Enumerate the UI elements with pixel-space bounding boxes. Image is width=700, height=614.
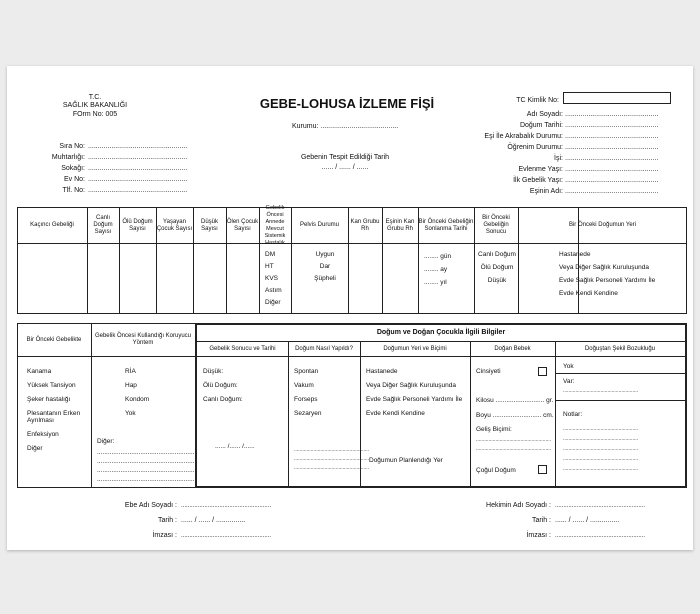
gebelikte-kanama[interactable]: Kanama (27, 368, 52, 375)
kurumu-field[interactable]: Kurumu: ........................................ (292, 123, 399, 130)
sonuc2-tarih[interactable]: ...... /...... /...... (215, 443, 255, 450)
tel-label: Tlf. No: (62, 187, 85, 194)
evlenme-field[interactable]: ................................................ (565, 166, 659, 173)
is-label: İşi: (554, 155, 563, 162)
dotted-line: ...................................................... (294, 456, 370, 462)
sistemik-dm[interactable]: DM (265, 251, 276, 258)
hdr-yasayan: Yaşayan Çocuk Sayısı (156, 218, 193, 232)
sistemik-diger[interactable]: Diğer (265, 299, 281, 306)
hdr-gebelik-sonucu: Gebelik Sonucu ve Tarihi (209, 345, 276, 352)
tckimlik-label: TC Kimlik No: (516, 97, 559, 104)
dotted-line: ...................................................... (476, 446, 552, 452)
tespit-date[interactable]: ...... / ...... / ...... (321, 164, 369, 171)
hdr-bozukluk: Doğuştan Şekil Bozukluğu (584, 345, 656, 352)
hdr-sonuc: Bir Önceki Gebeliğin Sonucu (482, 215, 510, 235)
hekim-imza-field[interactable]: ...................................................... (555, 533, 646, 539)
yontem-list (125, 368, 149, 422)
akrabalik-field[interactable]: ................................................ (565, 133, 659, 140)
bebek-boy[interactable]: Boyu ........................... cm. (476, 412, 554, 419)
adsoyad-label: Adı Soyadı: (526, 111, 563, 118)
esadi-field[interactable]: ................................................ (565, 188, 659, 195)
hdr-dogum-bilgileri: Doğum ve Doğan Çocukla İlgili Bilgiler (376, 329, 506, 336)
col-line (288, 341, 289, 488)
hekim-label: Hekimin Adı Soyadı : (486, 502, 551, 509)
gelis-lines[interactable] (476, 436, 551, 454)
evno-field[interactable]: ................................................... (88, 176, 188, 183)
bozukluk-notlar[interactable]: Notlar: (563, 411, 583, 418)
hdr-olu: Ölü Doğum Sayısı (122, 218, 153, 232)
sonlanma-ay[interactable]: ........ ay (424, 266, 448, 273)
sistemik-list (265, 251, 282, 311)
ministry-label: SAĞLIK BAKANLIĞI (62, 102, 128, 109)
row-line (195, 356, 687, 357)
gebelikte-list (27, 368, 89, 457)
nasil-lines[interactable] (294, 446, 369, 473)
hdr-kangrubu: Kan Grubu Rh (350, 218, 380, 232)
hekim-tarih-field[interactable]: ...... / ...... / ............... (555, 517, 620, 524)
sonlanma-gun[interactable]: ........ gün (424, 253, 452, 260)
form-number: FOrm No: 005 (72, 111, 118, 118)
yer2-list (366, 368, 462, 422)
page-title: GEBE-LOHUSA İZLEME FİŞİ (259, 96, 435, 111)
sira-field[interactable]: ................................................... (88, 143, 188, 150)
notlar-lines[interactable] (563, 424, 638, 474)
planlandigi-yer[interactable]: Doğumun Planlendığı Yer (369, 457, 443, 464)
yontem-kondom[interactable]: Kondom (125, 396, 150, 403)
form-sheet (7, 66, 693, 550)
pelvis-supheli[interactable]: Şüpheli (314, 275, 336, 282)
dotted-line: ...................................................... (563, 426, 639, 432)
dotted-line: ...................................................... (97, 476, 195, 483)
sonuc2-olu[interactable]: Ölü Doğum: (203, 382, 238, 389)
yer2-evde-kendi[interactable]: Evde Kendi Kendine (366, 410, 425, 417)
dotted-line: ...................................................... (563, 456, 639, 462)
ebe-imza-field[interactable]: ...................................................... (181, 533, 272, 539)
hekim-field[interactable]: ...................................................... (555, 503, 646, 509)
nasil-sezaryen[interactable]: Sezaryen (294, 410, 322, 417)
ebe-field[interactable]: ...................................................... (181, 503, 272, 509)
ogrenim-label: Öğrenim Durumu: (507, 144, 563, 151)
dogumtarihi-field[interactable]: ................................................ (565, 122, 659, 129)
yontem-yok[interactable]: Yok (125, 410, 136, 417)
yer2-evde-personel[interactable]: Evde Sağlık Personeli Yardımı İle (366, 396, 463, 403)
gebelikte-tansiyon[interactable]: Yüksek Tansiyon (27, 382, 76, 389)
hdr-yeri: Bir Önceki Doğumun Yeri (568, 222, 637, 228)
sira-label: Sıra No: (59, 143, 85, 150)
sistemik-astim[interactable]: Astım (265, 287, 282, 294)
sonuc-canli[interactable]: Canlı Doğum (478, 251, 516, 258)
ilkgebelik-field[interactable]: ................................................ (565, 177, 659, 184)
dotted-line: ...................................................... (97, 449, 195, 456)
ogrenim-field[interactable]: ................................................ (565, 144, 659, 151)
hdr-dusuk: Düşük Sayısı (200, 218, 218, 232)
evno-label: Ev No: (63, 176, 85, 183)
pelvis-list (305, 251, 345, 287)
yeri-saglik[interactable]: Veya Diğer Sağlık Kuruluşunda (559, 264, 649, 271)
yeri-evde-kendi[interactable]: Evde Kendi Kendine (559, 290, 618, 297)
bozukluk-var[interactable]: Var: (563, 378, 575, 385)
row-line (17, 356, 195, 357)
gebelikte-seker[interactable]: Şeker hastalığı (27, 396, 71, 403)
hdr-onceki-gebelikte: Bir Önceki Gebelikte (26, 336, 82, 343)
ebe-tarih-field[interactable]: ...... / ...... / ............... (181, 517, 246, 524)
row-line (555, 400, 687, 401)
dotted-line: ...................................................... (294, 447, 370, 453)
bebek-gelis[interactable]: Geliş Biçimi: (476, 426, 512, 433)
yontem-hap[interactable]: Hap (125, 382, 137, 389)
esadi-label: Eşinin Adı: (529, 188, 563, 195)
nasil-forseps[interactable]: Forseps (294, 396, 318, 403)
tel-field[interactable]: ................................................... (88, 187, 188, 194)
sistemik-ht[interactable]: HT (265, 263, 274, 270)
sonlanma-list (424, 253, 451, 291)
adsoyad-field[interactable]: ................................................ (565, 111, 659, 118)
dotted-line: ...................................................... (97, 467, 195, 474)
sistemik-kvs[interactable]: KVS (265, 275, 279, 282)
sonlanma-yil[interactable]: ........ yıl (424, 279, 447, 286)
hdr-olen: Ölen Çocuk Sayısı (226, 218, 259, 232)
bebek-kilo[interactable]: Kilosu ........................... gr. (476, 397, 554, 404)
col-line (555, 341, 556, 488)
dotted-line: ...................................................... (476, 437, 552, 443)
bebek-cinsiyet: Cinsiyeti (476, 368, 501, 375)
sokak-field[interactable]: ................................................... (88, 165, 188, 172)
col-line (470, 341, 471, 488)
hdr-nasil: Doğum Nasıl Yapıldı? (295, 345, 353, 352)
nasil-list (294, 368, 321, 422)
hekim-imza-label: İmzası : (526, 532, 551, 539)
hdr-koruyucu: Gebelik Öncesi Kullandığı Koruyucu Yöntem (94, 333, 192, 346)
yontem-diger-lines[interactable] (97, 448, 195, 484)
hdr-dogan-bebek: Doğan Bebek (494, 345, 531, 352)
gebelikte-diger[interactable]: Diğer (27, 445, 43, 452)
yeri-hastane[interactable]: Hastanede (559, 251, 591, 258)
sokak-label: Sokağı: (61, 165, 85, 172)
dotted-line: ...................................................... (563, 436, 639, 442)
nasil-vakum[interactable]: Vakum (294, 382, 314, 389)
yeri-evde-personel[interactable]: Evde Sağlık Personeli Yardımı İle (559, 277, 656, 284)
dotted-line: ...................................................... (563, 466, 639, 472)
cogul-checkbox[interactable] (538, 465, 547, 474)
hekim-tarih-label: Tarih : (531, 517, 551, 524)
ebe-tarih-label: Tarih : (157, 517, 177, 524)
var-line[interactable]: ...................................................... (563, 388, 639, 394)
akrabalik-label: Eşi İle Akrabalık Durumu: (484, 133, 563, 140)
cinsiyet-checkbox[interactable] (538, 367, 547, 376)
tckimlik-input[interactable] (563, 92, 671, 104)
dotted-line: ...................................................... (97, 458, 195, 465)
pelvis-dar[interactable]: Dar (319, 263, 331, 270)
hdr-canli: Canlı Doğum Sayısı (93, 215, 113, 235)
bebek-cogul: Çoğul Doğum (476, 467, 516, 474)
sonuc2-canli[interactable]: Canlı Doğum: (203, 396, 243, 403)
ilkgebelik-label: İlk Gebelik Yaşı: (513, 177, 563, 184)
sonuc2-list (203, 368, 243, 408)
sonuc2-dusuk[interactable]: Düşük: (203, 368, 224, 375)
sonuc-olu[interactable]: Ölü Doğum (480, 264, 514, 271)
sonuc-list (477, 251, 517, 289)
hdr-sonlanma: Bir Önceki Gebeliğin Sonlanma Tarihi (418, 218, 474, 232)
yer2-hastane[interactable]: Hastanede (366, 368, 398, 375)
yontem-diger[interactable]: Diğer: (97, 438, 115, 445)
dotted-line: ...................................................... (294, 465, 370, 471)
tc-label: T.C. (88, 94, 102, 101)
hdr-yer-bicim: Doğumun Yeri ve Biçimi (383, 345, 447, 352)
hdr-eskangrubu: Eşinin Kan Grubu Rh (385, 218, 415, 232)
dotted-line: ...................................................... (563, 446, 639, 452)
tespit-label: Gebenin Tespit Edildiği Tarih (300, 154, 390, 161)
ebe-imza-label: İmzası : (152, 532, 177, 539)
yontem-ria[interactable]: RİA (125, 368, 136, 375)
sonuc-dusuk[interactable]: Düşük (487, 277, 507, 284)
muhtarlik-label: Muhtarlığı: (51, 154, 85, 161)
is-field[interactable]: ................................................ (565, 155, 659, 162)
yeri-list (559, 251, 655, 302)
gebelikte-plesanta[interactable]: Plesantanın Erken Ayrılması (27, 410, 81, 424)
hdr-sistemik: Gebelik Öncesi Annede Mevcut Sistemik Hastalık (264, 204, 286, 246)
ebe-label: Ebe Adı Soyadı : (124, 502, 177, 509)
hdr-kacinci: Kaçıncı Gebeliği (30, 222, 74, 228)
gebelikte-enfeksiyon[interactable]: Enfeksiyon (27, 431, 59, 438)
pelvis-uygun[interactable]: Uygun (315, 251, 335, 258)
yer2-saglik[interactable]: Veya Diğer Sağlık Kuruluşunda (366, 382, 456, 389)
bozukluk-yok[interactable]: Yok (563, 363, 574, 370)
muhtarlik-field[interactable]: ................................................... (88, 154, 188, 161)
dogumtarihi-label: Doğum Tarihi: (519, 122, 563, 129)
hdr-pelvis: Pelvis Durumu (299, 222, 339, 228)
table1-header-line (17, 243, 687, 244)
nasil-spontan[interactable]: Spontan (294, 368, 319, 375)
row-line (555, 373, 687, 374)
evlenme-label: Evlenme Yaşı: (518, 166, 563, 173)
